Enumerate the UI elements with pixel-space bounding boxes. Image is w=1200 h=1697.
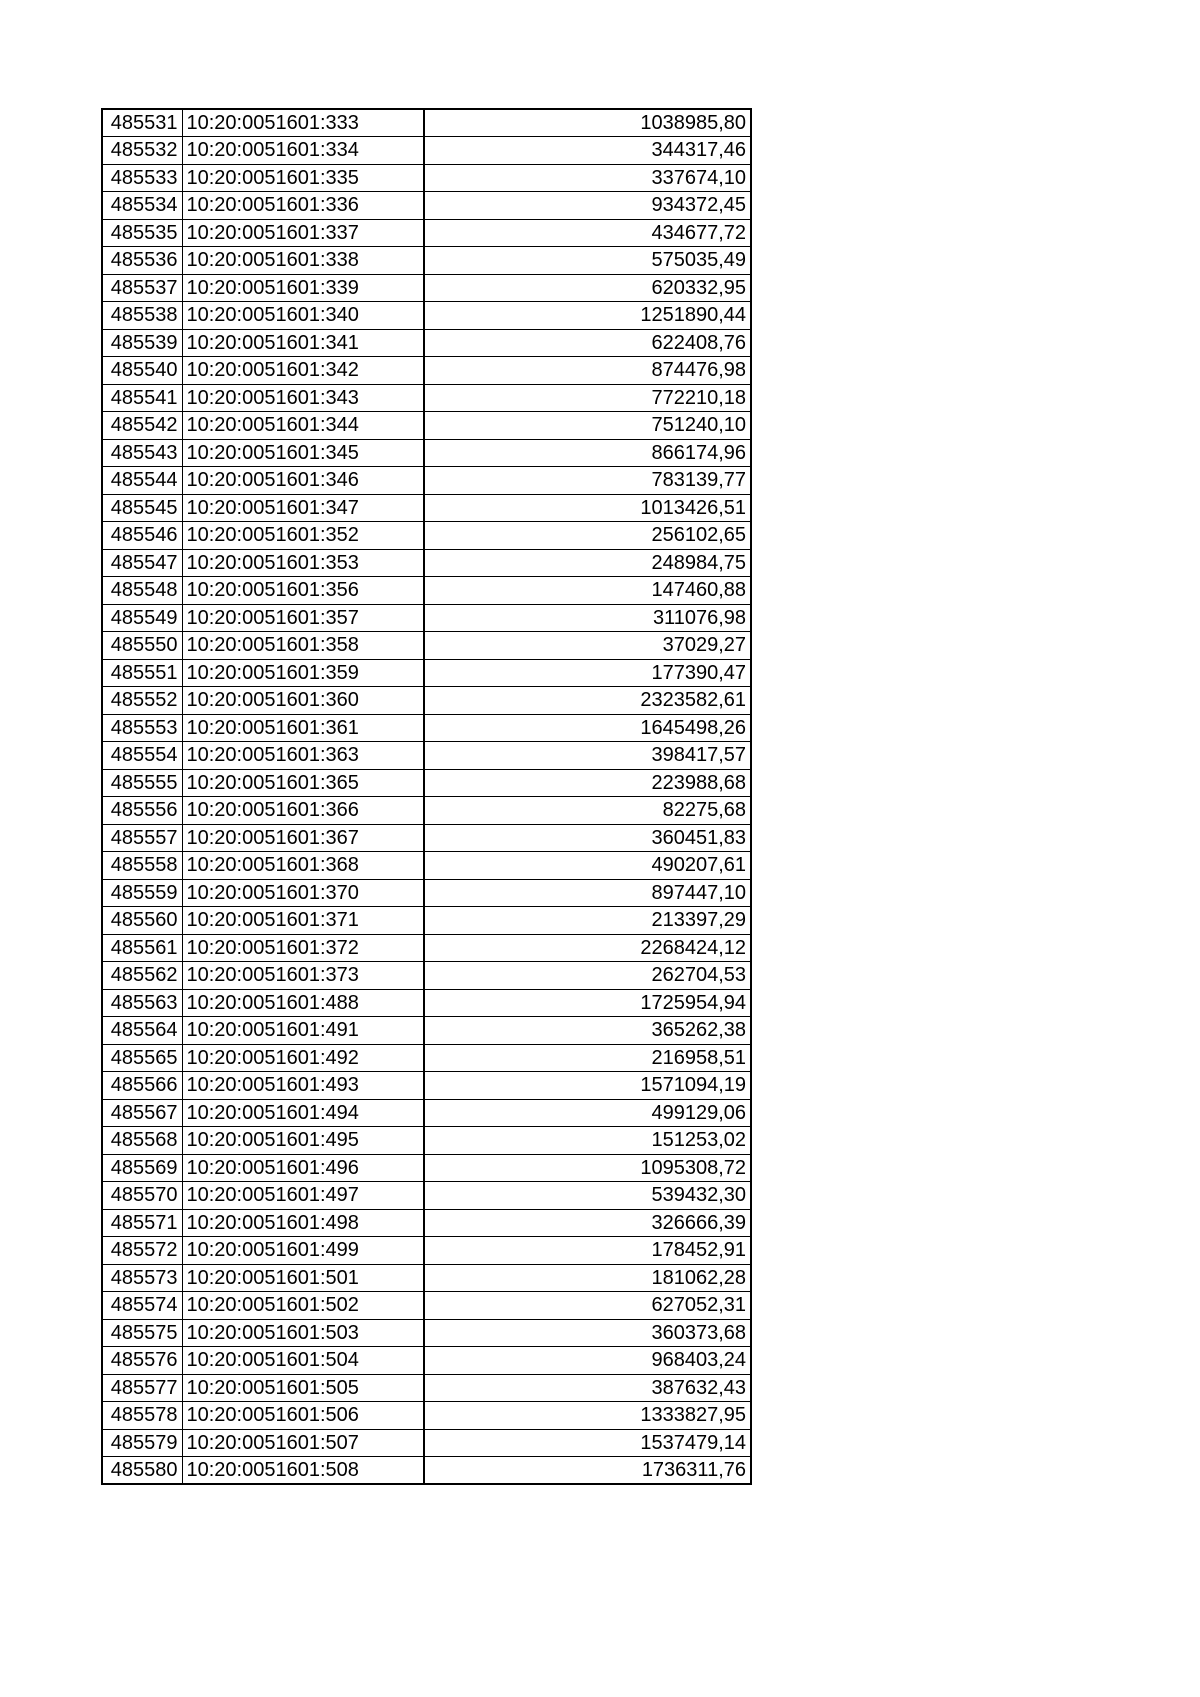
cadastral-value-cell: 256102,65 [424,522,751,550]
table-row [102,934,751,962]
row-number-cell: 485568 [102,1127,182,1155]
cadastral-value-cell: 178452,91 [424,1237,751,1265]
row-number-cell: 485548 [102,577,182,605]
table-row [102,1127,751,1155]
cadastral-value-table [101,108,752,1485]
cadastral-value-cell: 1095308,72 [424,1154,751,1182]
row-number-cell: 485577 [102,1374,182,1402]
cadastral-value-cell: 213397,29 [424,907,751,935]
cadastral-number-cell: 10:20:0051601:508 [182,1457,424,1485]
cadastral-value-cell: 360373,68 [424,1319,751,1347]
cadastral-value-cell: 181062,28 [424,1264,751,1292]
table-row [102,467,751,495]
cadastral-number-cell: 10:20:0051601:365 [182,769,424,797]
cadastral-value-cell: 326666,39 [424,1209,751,1237]
cadastral-value-cell: 344317,46 [424,137,751,165]
row-number-cell: 485539 [102,329,182,357]
cadastral-number-cell: 10:20:0051601:337 [182,219,424,247]
cadastral-number-cell: 10:20:0051601:352 [182,522,424,550]
cadastral-value-cell: 620332,95 [424,274,751,302]
row-number-cell: 485550 [102,632,182,660]
cadastral-number-cell: 10:20:0051601:342 [182,357,424,385]
cadastral-number-cell: 10:20:0051601:496 [182,1154,424,1182]
row-number-cell: 485572 [102,1237,182,1265]
table-row [102,274,751,302]
cadastral-number-cell: 10:20:0051601:507 [182,1429,424,1457]
row-number-cell: 485576 [102,1347,182,1375]
cadastral-number-cell: 10:20:0051601:363 [182,742,424,770]
row-number-cell: 485534 [102,192,182,220]
cadastral-number-cell: 10:20:0051601:493 [182,1072,424,1100]
row-number-cell: 485536 [102,247,182,275]
table-row [102,769,751,797]
table-row [102,1429,751,1457]
row-number-cell: 485566 [102,1072,182,1100]
cadastral-number-cell: 10:20:0051601:373 [182,962,424,990]
table-row [102,1182,751,1210]
cadastral-number-cell: 10:20:0051601:503 [182,1319,424,1347]
row-number-cell: 485578 [102,1402,182,1430]
cadastral-number-cell: 10:20:0051601:341 [182,329,424,357]
table-row [102,687,751,715]
table-row [102,907,751,935]
cadastral-number-cell: 10:20:0051601:357 [182,604,424,632]
cadastral-number-cell: 10:20:0051601:346 [182,467,424,495]
cadastral-value-cell: 365262,38 [424,1017,751,1045]
table-row [102,659,751,687]
table-row [102,1237,751,1265]
row-number-cell: 485544 [102,467,182,495]
row-number-cell: 485565 [102,1044,182,1072]
cadastral-value-cell: 1013426,51 [424,494,751,522]
table-row [102,1292,751,1320]
row-number-cell: 485563 [102,989,182,1017]
table-row [102,824,751,852]
cadastral-value-cell: 1736311,76 [424,1457,751,1485]
table-row [102,357,751,385]
table-row [102,1457,751,1485]
cadastral-number-cell: 10:20:0051601:340 [182,302,424,330]
row-number-cell: 485559 [102,879,182,907]
table-row [102,522,751,550]
table-row [102,494,751,522]
cadastral-number-cell: 10:20:0051601:360 [182,687,424,715]
cadastral-value-cell: 968403,24 [424,1347,751,1375]
cadastral-number-cell: 10:20:0051601:344 [182,412,424,440]
cadastral-value-cell: 311076,98 [424,604,751,632]
row-number-cell: 485556 [102,797,182,825]
table-row [102,1374,751,1402]
cadastral-number-cell: 10:20:0051601:506 [182,1402,424,1430]
cadastral-value-cell: 151253,02 [424,1127,751,1155]
row-number-cell: 485562 [102,962,182,990]
cadastral-value-cell: 223988,68 [424,769,751,797]
cadastral-number-cell: 10:20:0051601:499 [182,1237,424,1265]
cadastral-value-cell: 874476,98 [424,357,751,385]
row-number-cell: 485549 [102,604,182,632]
row-number-cell: 485543 [102,439,182,467]
cadastral-number-cell: 10:20:0051601:501 [182,1264,424,1292]
row-number-cell: 485541 [102,384,182,412]
cadastral-value-cell: 1537479,14 [424,1429,751,1457]
row-number-cell: 485546 [102,522,182,550]
row-number-cell: 485533 [102,164,182,192]
cadastral-value-cell: 387632,43 [424,1374,751,1402]
cadastral-value-cell: 866174,96 [424,439,751,467]
row-number-cell: 485542 [102,412,182,440]
table-row [102,412,751,440]
table-row [102,1347,751,1375]
row-number-cell: 485561 [102,934,182,962]
cadastral-number-cell: 10:20:0051601:343 [182,384,424,412]
table-row [102,1264,751,1292]
cadastral-value-cell: 1038985,80 [424,109,751,137]
table-row [102,1209,751,1237]
cadastral-number-cell: 10:20:0051601:335 [182,164,424,192]
table-row [102,962,751,990]
row-number-cell: 485551 [102,659,182,687]
row-number-cell: 485575 [102,1319,182,1347]
cadastral-value-cell: 248984,75 [424,549,751,577]
cadastral-value-cell: 216958,51 [424,1044,751,1072]
row-number-cell: 485571 [102,1209,182,1237]
cadastral-number-cell: 10:20:0051601:488 [182,989,424,1017]
cadastral-number-cell: 10:20:0051601:497 [182,1182,424,1210]
row-number-cell: 485564 [102,1017,182,1045]
row-number-cell: 485545 [102,494,182,522]
cadastral-number-cell: 10:20:0051601:347 [182,494,424,522]
cadastral-number-cell: 10:20:0051601:368 [182,852,424,880]
table-row [102,577,751,605]
table-row [102,1099,751,1127]
row-number-cell: 485535 [102,219,182,247]
cadastral-number-cell: 10:20:0051601:359 [182,659,424,687]
cadastral-value-cell: 772210,18 [424,384,751,412]
cadastral-value-cell: 434677,72 [424,219,751,247]
cadastral-value-cell: 37029,27 [424,632,751,660]
cadastral-number-cell: 10:20:0051601:505 [182,1374,424,1402]
cadastral-number-cell: 10:20:0051601:333 [182,109,424,137]
cadastral-number-cell: 10:20:0051601:336 [182,192,424,220]
table-row [102,1072,751,1100]
row-number-cell: 485547 [102,549,182,577]
table-row [102,714,751,742]
table-row [102,989,751,1017]
cadastral-number-cell: 10:20:0051601:361 [182,714,424,742]
table-row [102,1017,751,1045]
table-row [102,109,751,137]
row-number-cell: 485573 [102,1264,182,1292]
cadastral-value-cell: 751240,10 [424,412,751,440]
cadastral-number-cell: 10:20:0051601:495 [182,1127,424,1155]
cadastral-value-cell: 177390,47 [424,659,751,687]
cadastral-number-cell: 10:20:0051601:367 [182,824,424,852]
table-row [102,329,751,357]
table-row [102,439,751,467]
row-number-cell: 485555 [102,769,182,797]
row-number-cell: 485537 [102,274,182,302]
row-number-cell: 485567 [102,1099,182,1127]
row-number-cell: 485569 [102,1154,182,1182]
row-number-cell: 485553 [102,714,182,742]
cadastral-number-cell: 10:20:0051601:366 [182,797,424,825]
table-row [102,137,751,165]
cadastral-value-cell: 2268424,12 [424,934,751,962]
row-number-cell: 485552 [102,687,182,715]
cadastral-number-cell: 10:20:0051601:498 [182,1209,424,1237]
cadastral-value-cell: 147460,88 [424,577,751,605]
table-row [102,852,751,880]
cadastral-value-cell: 360451,83 [424,824,751,852]
table-row [102,192,751,220]
cadastral-value-cell: 2323582,61 [424,687,751,715]
row-number-cell: 485558 [102,852,182,880]
cadastral-value-cell: 897447,10 [424,879,751,907]
table-row [102,247,751,275]
table-row [102,164,751,192]
cadastral-value-cell: 1645498,26 [424,714,751,742]
cadastral-value-cell: 337674,10 [424,164,751,192]
cadastral-number-cell: 10:20:0051601:356 [182,577,424,605]
row-number-cell: 485531 [102,109,182,137]
table-row [102,1154,751,1182]
cadastral-value-cell: 82275,68 [424,797,751,825]
table-row [102,797,751,825]
cadastral-value-cell: 1333827,95 [424,1402,751,1430]
table-row [102,879,751,907]
cadastral-value-cell: 627052,31 [424,1292,751,1320]
cadastral-number-cell: 10:20:0051601:494 [182,1099,424,1127]
cadastral-number-cell: 10:20:0051601:338 [182,247,424,275]
cadastral-value-cell: 1725954,94 [424,989,751,1017]
cadastral-value-cell: 262704,53 [424,962,751,990]
row-number-cell: 485538 [102,302,182,330]
cadastral-value-cell: 1571094,19 [424,1072,751,1100]
table-row [102,632,751,660]
cadastral-number-cell: 10:20:0051601:370 [182,879,424,907]
cadastral-value-cell: 783139,77 [424,467,751,495]
row-number-cell: 485580 [102,1457,182,1485]
cadastral-value-cell: 398417,57 [424,742,751,770]
table-row [102,1319,751,1347]
cadastral-number-cell: 10:20:0051601:358 [182,632,424,660]
cadastral-number-cell: 10:20:0051601:492 [182,1044,424,1072]
table-row [102,742,751,770]
cadastral-number-cell: 10:20:0051601:339 [182,274,424,302]
table-row [102,1402,751,1430]
cadastral-value-cell: 490207,61 [424,852,751,880]
cadastral-number-cell: 10:20:0051601:372 [182,934,424,962]
row-number-cell: 485574 [102,1292,182,1320]
cadastral-number-cell: 10:20:0051601:491 [182,1017,424,1045]
cadastral-number-cell: 10:20:0051601:345 [182,439,424,467]
row-number-cell: 485560 [102,907,182,935]
table-row [102,549,751,577]
cadastral-number-cell: 10:20:0051601:334 [182,137,424,165]
table-row [102,1044,751,1072]
cadastral-number-cell: 10:20:0051601:371 [182,907,424,935]
cadastral-value-cell: 934372,45 [424,192,751,220]
row-number-cell: 485532 [102,137,182,165]
cadastral-number-cell: 10:20:0051601:502 [182,1292,424,1320]
table-body [102,109,751,1484]
row-number-cell: 485554 [102,742,182,770]
cadastral-number-cell: 10:20:0051601:504 [182,1347,424,1375]
cadastral-value-cell: 539432,30 [424,1182,751,1210]
cadastral-value-cell: 1251890,44 [424,302,751,330]
cadastral-number-cell: 10:20:0051601:353 [182,549,424,577]
row-number-cell: 485540 [102,357,182,385]
row-number-cell: 485570 [102,1182,182,1210]
table-row [102,384,751,412]
cadastral-value-cell: 499129,06 [424,1099,751,1127]
table-row [102,604,751,632]
cadastral-value-cell: 575035,49 [424,247,751,275]
cadastral-value-cell: 622408,76 [424,329,751,357]
row-number-cell: 485579 [102,1429,182,1457]
table-row [102,219,751,247]
table-row [102,302,751,330]
row-number-cell: 485557 [102,824,182,852]
